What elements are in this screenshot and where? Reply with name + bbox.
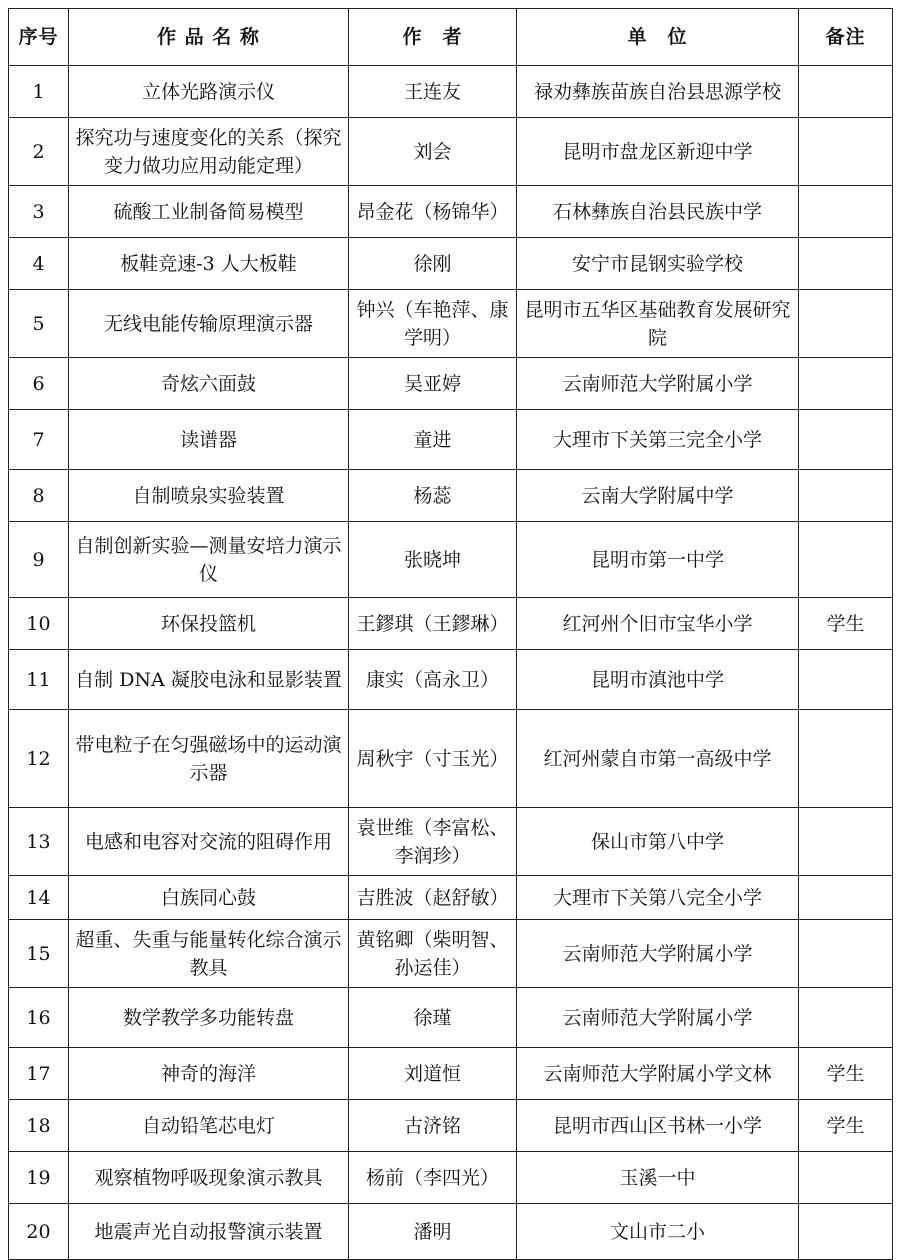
cell-no: 4: [9, 238, 69, 290]
cell-unit: 昆明市西山区书林一小学: [517, 1100, 799, 1152]
cell-author: 张晓坤: [349, 522, 517, 598]
header-row: [9, 9, 893, 66]
cell-no: 3: [9, 186, 69, 238]
cell-author: 钟兴（车艳萍、康学明）: [349, 290, 517, 358]
cell-note: [799, 920, 893, 988]
cell-note: [799, 522, 893, 598]
cell-author: 吉胜波（赵舒敏）: [349, 876, 517, 920]
header-note: 备注: [799, 9, 893, 66]
cell-unit: 大理市下关第三完全小学: [517, 410, 799, 470]
cell-no: 8: [9, 470, 69, 522]
cell-author: 潘明: [349, 1204, 517, 1260]
cell-note: [799, 470, 893, 522]
cell-name: 数学教学多功能转盘: [69, 988, 349, 1048]
header-no: 序号: [9, 9, 69, 66]
cell-name: 白族同心鼓: [69, 876, 349, 920]
cell-author: 黄铭卿（柴明智、孙运佳）: [349, 920, 517, 988]
cell-note: [799, 358, 893, 410]
cell-note: [799, 988, 893, 1048]
cell-name: 地震声光自动报警演示装置: [69, 1204, 349, 1260]
cell-author: 袁世维（李富松、李润珍）: [349, 808, 517, 876]
cell-author: 康实（高永卫）: [349, 650, 517, 710]
cell-unit: 红河州个旧市宝华小学: [517, 598, 799, 650]
header-author: 作 者: [349, 9, 517, 66]
cell-unit: 红河州蒙自市第一高级中学: [517, 710, 799, 808]
table-row: [9, 290, 893, 358]
cell-unit: 大理市下关第八完全小学: [517, 876, 799, 920]
cell-name: 神奇的海洋: [69, 1048, 349, 1100]
cell-unit: 云南师范大学附属小学: [517, 358, 799, 410]
cell-note: [799, 118, 893, 186]
cell-author: 杨前（李四光）: [349, 1152, 517, 1204]
cell-no: 13: [9, 808, 69, 876]
table-row: [9, 710, 893, 808]
cell-no: 12: [9, 710, 69, 808]
cell-note: [799, 710, 893, 808]
cell-author: 昂金花（杨锦华）: [349, 186, 517, 238]
cell-unit: 保山市第八中学: [517, 808, 799, 876]
cell-no: 9: [9, 522, 69, 598]
cell-name: 自制创新实验—测量安培力演示仪: [69, 522, 349, 598]
cell-no: 17: [9, 1048, 69, 1100]
header-unit: 单 位: [517, 9, 799, 66]
cell-unit: 昆明市盘龙区新迎中学: [517, 118, 799, 186]
cell-no: 6: [9, 358, 69, 410]
cell-note: [799, 1152, 893, 1204]
cell-unit: 文山市二小: [517, 1204, 799, 1260]
cell-unit: 昆明市第一中学: [517, 522, 799, 598]
cell-unit: 云南大学附属中学: [517, 470, 799, 522]
cell-name: 自制喷泉实验装置: [69, 470, 349, 522]
table-row: [9, 920, 893, 988]
cell-author: 徐瑾: [349, 988, 517, 1048]
cell-unit: 安宁市昆钢实验学校: [517, 238, 799, 290]
cell-unit: 昆明市滇池中学: [517, 650, 799, 710]
cell-no: 15: [9, 920, 69, 988]
table-row: [9, 410, 893, 470]
cell-no: 1: [9, 66, 69, 118]
cell-unit: 昆明市五华区基础教育发展研究院: [517, 290, 799, 358]
cell-author: 周秋宇（寸玉光）: [349, 710, 517, 808]
cell-no: 20: [9, 1204, 69, 1260]
table-row: [9, 1048, 893, 1100]
cell-author: 杨蕊: [349, 470, 517, 522]
cell-note: [799, 290, 893, 358]
cell-author: 童进: [349, 410, 517, 470]
cell-no: 14: [9, 876, 69, 920]
cell-name: 奇炫六面鼓: [69, 358, 349, 410]
table-row: [9, 876, 893, 920]
cell-note: 学生: [799, 1100, 893, 1152]
table-row: [9, 66, 893, 118]
cell-name: 环保投篮机: [69, 598, 349, 650]
table-row: [9, 1152, 893, 1204]
cell-note: 学生: [799, 1048, 893, 1100]
cell-note: [799, 876, 893, 920]
cell-note: 学生: [799, 598, 893, 650]
cell-name: 立体光路演示仪: [69, 66, 349, 118]
cell-no: 10: [9, 598, 69, 650]
cell-name: 板鞋竞速-3 人大板鞋: [69, 238, 349, 290]
cell-author: 王鏐琪（王鏐琳）: [349, 598, 517, 650]
table-row: [9, 598, 893, 650]
cell-unit: 禄劝彝族苗族自治县思源学校: [517, 66, 799, 118]
cell-name: 硫酸工业制备简易模型: [69, 186, 349, 238]
table-row: [9, 988, 893, 1048]
cell-name: 读谱器: [69, 410, 349, 470]
cell-no: 2: [9, 118, 69, 186]
cell-name: 观察植物呼吸现象演示教具: [69, 1152, 349, 1204]
cell-no: 18: [9, 1100, 69, 1152]
awards-table: [8, 8, 893, 1260]
cell-note: [799, 66, 893, 118]
cell-no: 11: [9, 650, 69, 710]
cell-name: 无线电能传输原理演示器: [69, 290, 349, 358]
cell-author: 古济铭: [349, 1100, 517, 1152]
cell-name: 电感和电容对交流的阻碍作用: [69, 808, 349, 876]
cell-note: [799, 186, 893, 238]
table-row: [9, 358, 893, 410]
cell-unit: 玉溪一中: [517, 1152, 799, 1204]
cell-unit: 石林彝族自治县民族中学: [517, 186, 799, 238]
cell-author: 刘道恒: [349, 1048, 517, 1100]
cell-author: 徐刚: [349, 238, 517, 290]
cell-author: 吴亚婷: [349, 358, 517, 410]
table-row: [9, 238, 893, 290]
cell-no: 16: [9, 988, 69, 1048]
cell-no: 7: [9, 410, 69, 470]
table-row: [9, 118, 893, 186]
header-name: 作 品 名 称: [69, 9, 349, 66]
cell-note: [799, 410, 893, 470]
table-row: [9, 1100, 893, 1152]
cell-note: [799, 808, 893, 876]
table-row: [9, 522, 893, 598]
cell-name: 自动铅笔芯电灯: [69, 1100, 349, 1152]
cell-name: 自制 DNA 凝胶电泳和显影装置: [69, 650, 349, 710]
cell-unit: 云南师范大学附属小学文林: [517, 1048, 799, 1100]
cell-note: [799, 238, 893, 290]
table-row: [9, 650, 893, 710]
table-row: [9, 1204, 893, 1260]
cell-note: [799, 1204, 893, 1260]
table-row: [9, 808, 893, 876]
cell-name: 探究功与速度变化的关系（探究变力做功应用动能定理）: [69, 118, 349, 186]
cell-no: 19: [9, 1152, 69, 1204]
cell-name: 超重、失重与能量转化综合演示教具: [69, 920, 349, 988]
cell-no: 5: [9, 290, 69, 358]
cell-author: 刘会: [349, 118, 517, 186]
cell-note: [799, 650, 893, 710]
cell-unit: 云南师范大学附属小学: [517, 988, 799, 1048]
table-row: [9, 470, 893, 522]
cell-name: 带电粒子在匀强磁场中的运动演示器: [69, 710, 349, 808]
cell-author: 王连友: [349, 66, 517, 118]
cell-unit: 云南师范大学附属小学: [517, 920, 799, 988]
table-row: [9, 186, 893, 238]
